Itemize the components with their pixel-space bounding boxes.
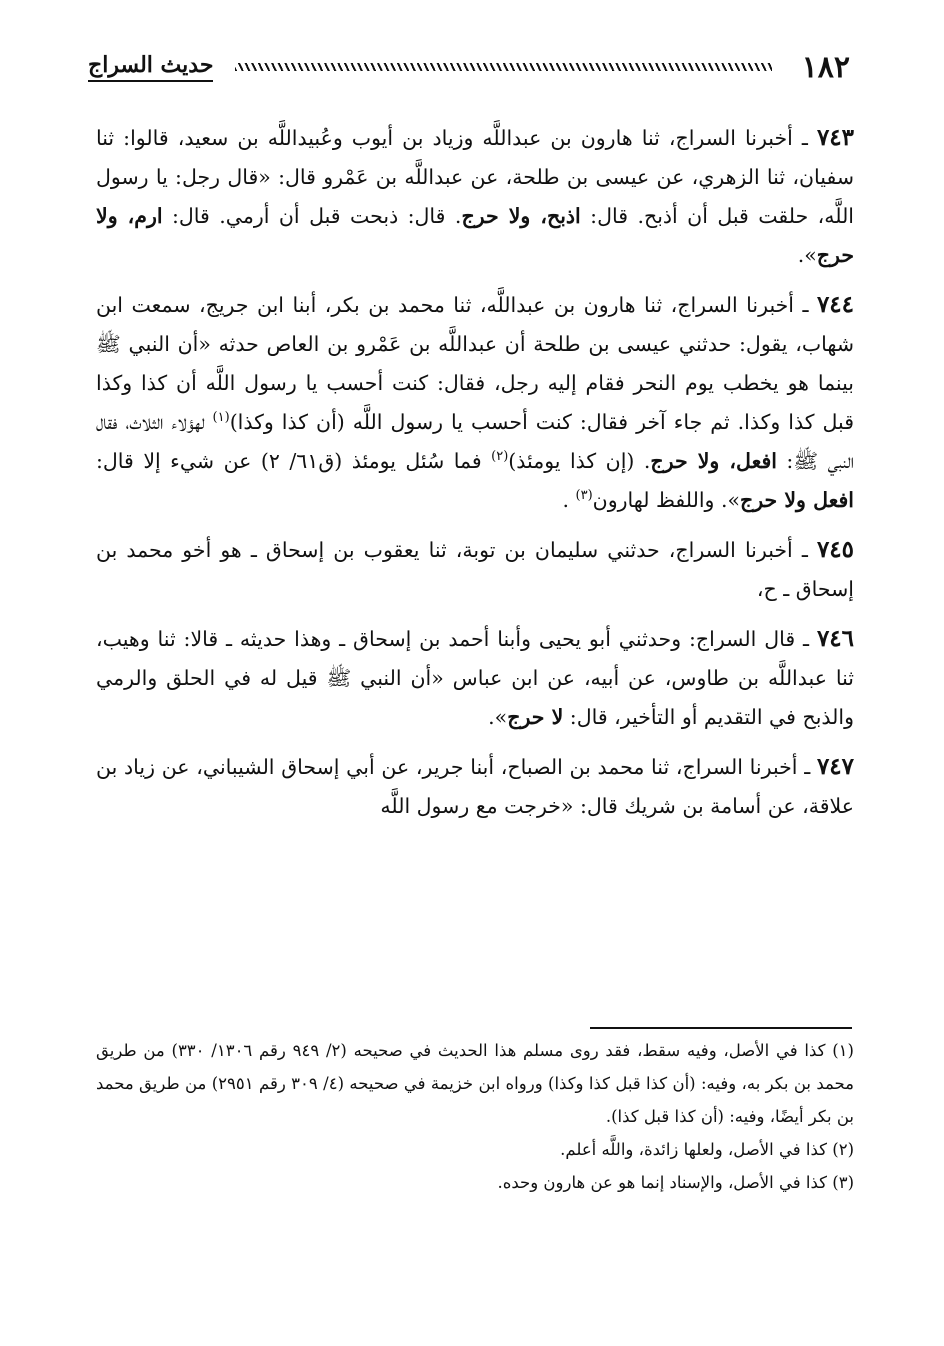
footnotes (96, 1034, 854, 1199)
hadith-text: ـ أخبرنا السراج، ثنا هارون بن عبداللَّه وزياد بن أيوب وعُبيداللَّه بن سعيد، قالوا: ثنا سفيان، ثنا الزهري، عن عيسى بن طلحة، عن عبداللَّه بن عَمْرو قال: «قال رجل: يا رسول اللَّه، حلقت قبل أن أذبح. قال: (96, 126, 855, 228)
hadith-743 (96, 118, 854, 275)
hadith-744 (96, 285, 854, 520)
hadith-bold-text: ارم، ولا حرج (96, 204, 854, 267)
footnote-2: (٢) كذا في الأصل، ولعلها زائدة، واللَّه أعلم. (560, 1140, 854, 1159)
hadith-number: ٧٤٤ (816, 291, 854, 318)
hadith-text: ـ أخبرنا السراج، حدثني سليمان بن توبة، ثنا يعقوب بن إسحاق ـ هو أخو محمد بن إسحاق ـ ح، (96, 538, 854, 601)
running-title: حديث السراج (88, 52, 213, 82)
footnote-1: (١) كذا في الأصل، وفيه سقط، فقد روى مسلم هذا الحديث في صحيحه (٢/ ٩٤٩ رقم ١٣٠٦/ ٣٣٠) من طريق محمد بن بكر به، وفيه: (أن كذا قبل كذا وكذا) ورواه ابن خزيمة في صحيحه (٤/ ٣٠٩ رقم ٢٩٥١) من طريق محمد بن بكر أيضًا، وفيه: (أن كذا قبل كذا). (96, 1041, 855, 1126)
hadith-number: ٧٤٦ (816, 625, 854, 652)
main-text (96, 118, 854, 836)
hadith-text: ـ أخبرنا السراج، ثنا محمد بن الصباح، أبنا جرير، عن أبي إسحاق الشيباني، عن زياد بن علاقة، عن أسامة بن شريك قال: «خرجت مع رسول اللَّه (96, 755, 854, 818)
hadith-text: ـ قال السراج: وحدثني أبو يحيى وأبنا أحمد بن إسحاق ـ وهذا حديثه ـ قالا: ثنا وهيب، ثنا عبداللَّه بن طاوس، عن أبيه، عن ابن عباس «أن النبي ﷺ قيل له في الحلق والرمي والذبح في التقديم أو التأخير، قال: (96, 627, 854, 729)
footnote-ref: (٢) (491, 449, 509, 465)
hadith-745 (96, 530, 854, 609)
hadith-text: ». (797, 243, 817, 267)
hadith-number: ٧٤٥ (816, 536, 854, 563)
hadith-text: . قال: ذبحت قبل أن أرمي. قال: (162, 204, 462, 228)
hadith-text: ـ أخبرنا السراج، ثنا هارون بن عبداللَّه، ثنا محمد بن بكر، أبنا ابن جريج، سمعت ابن شهاب، يقول: حدثني عيسى بن طلحة أن عبداللَّه بن عَمْرو بن العاص حدثه «أن النبي ﷺ بينما هو يخطب يوم النحر فقام إليه رجل، فقال: كنت أحسب يا رسول اللَّه أن كذا وكذا قبل كذا وكذا. ثم جاء آخر فقال: كنت أحسب يا رسول اللَّه (أن كذا وكذا) (96, 293, 855, 434)
hadith-text: فما سُئل يومئذ (ق٦١/ ٢) عن شيء إلا قال: (96, 449, 492, 473)
hadith-747 (96, 747, 854, 826)
page-number: ١٨٢ (801, 49, 850, 85)
footnote-ref: (١) (212, 410, 230, 426)
hadith-number: ٧٤٣ (816, 124, 854, 151)
footnote-3: (٣) كذا في الأصل، والإسناد إنما هو عن هارون وحده. (497, 1173, 854, 1192)
hadith-text: ». واللفظ لهارون (592, 488, 740, 512)
hadith-text: . (562, 488, 576, 512)
hadith-text: لهؤلاء الثلاث، فقال النبي ﷺ: (96, 410, 855, 473)
footnote-ref: (٣) (575, 488, 593, 504)
footnote-separator (590, 1027, 852, 1029)
page-header (88, 42, 850, 92)
hadith-bold-text: اذبح، ولا حرج (461, 204, 581, 228)
hadith-number: ٧٤٧ (816, 753, 854, 780)
hadith-bold-text: افعل ولا حرج (740, 488, 854, 512)
hadith-746 (96, 619, 854, 737)
hadith-text: ». (488, 705, 508, 729)
header-ornament-rule (235, 63, 771, 71)
hadith-bold-text: لا حرج (507, 705, 564, 729)
hadith-bold-text: افعل، ولا حرج (650, 449, 777, 473)
hadith-text: . (إن كذا يومئذ) (508, 449, 651, 473)
